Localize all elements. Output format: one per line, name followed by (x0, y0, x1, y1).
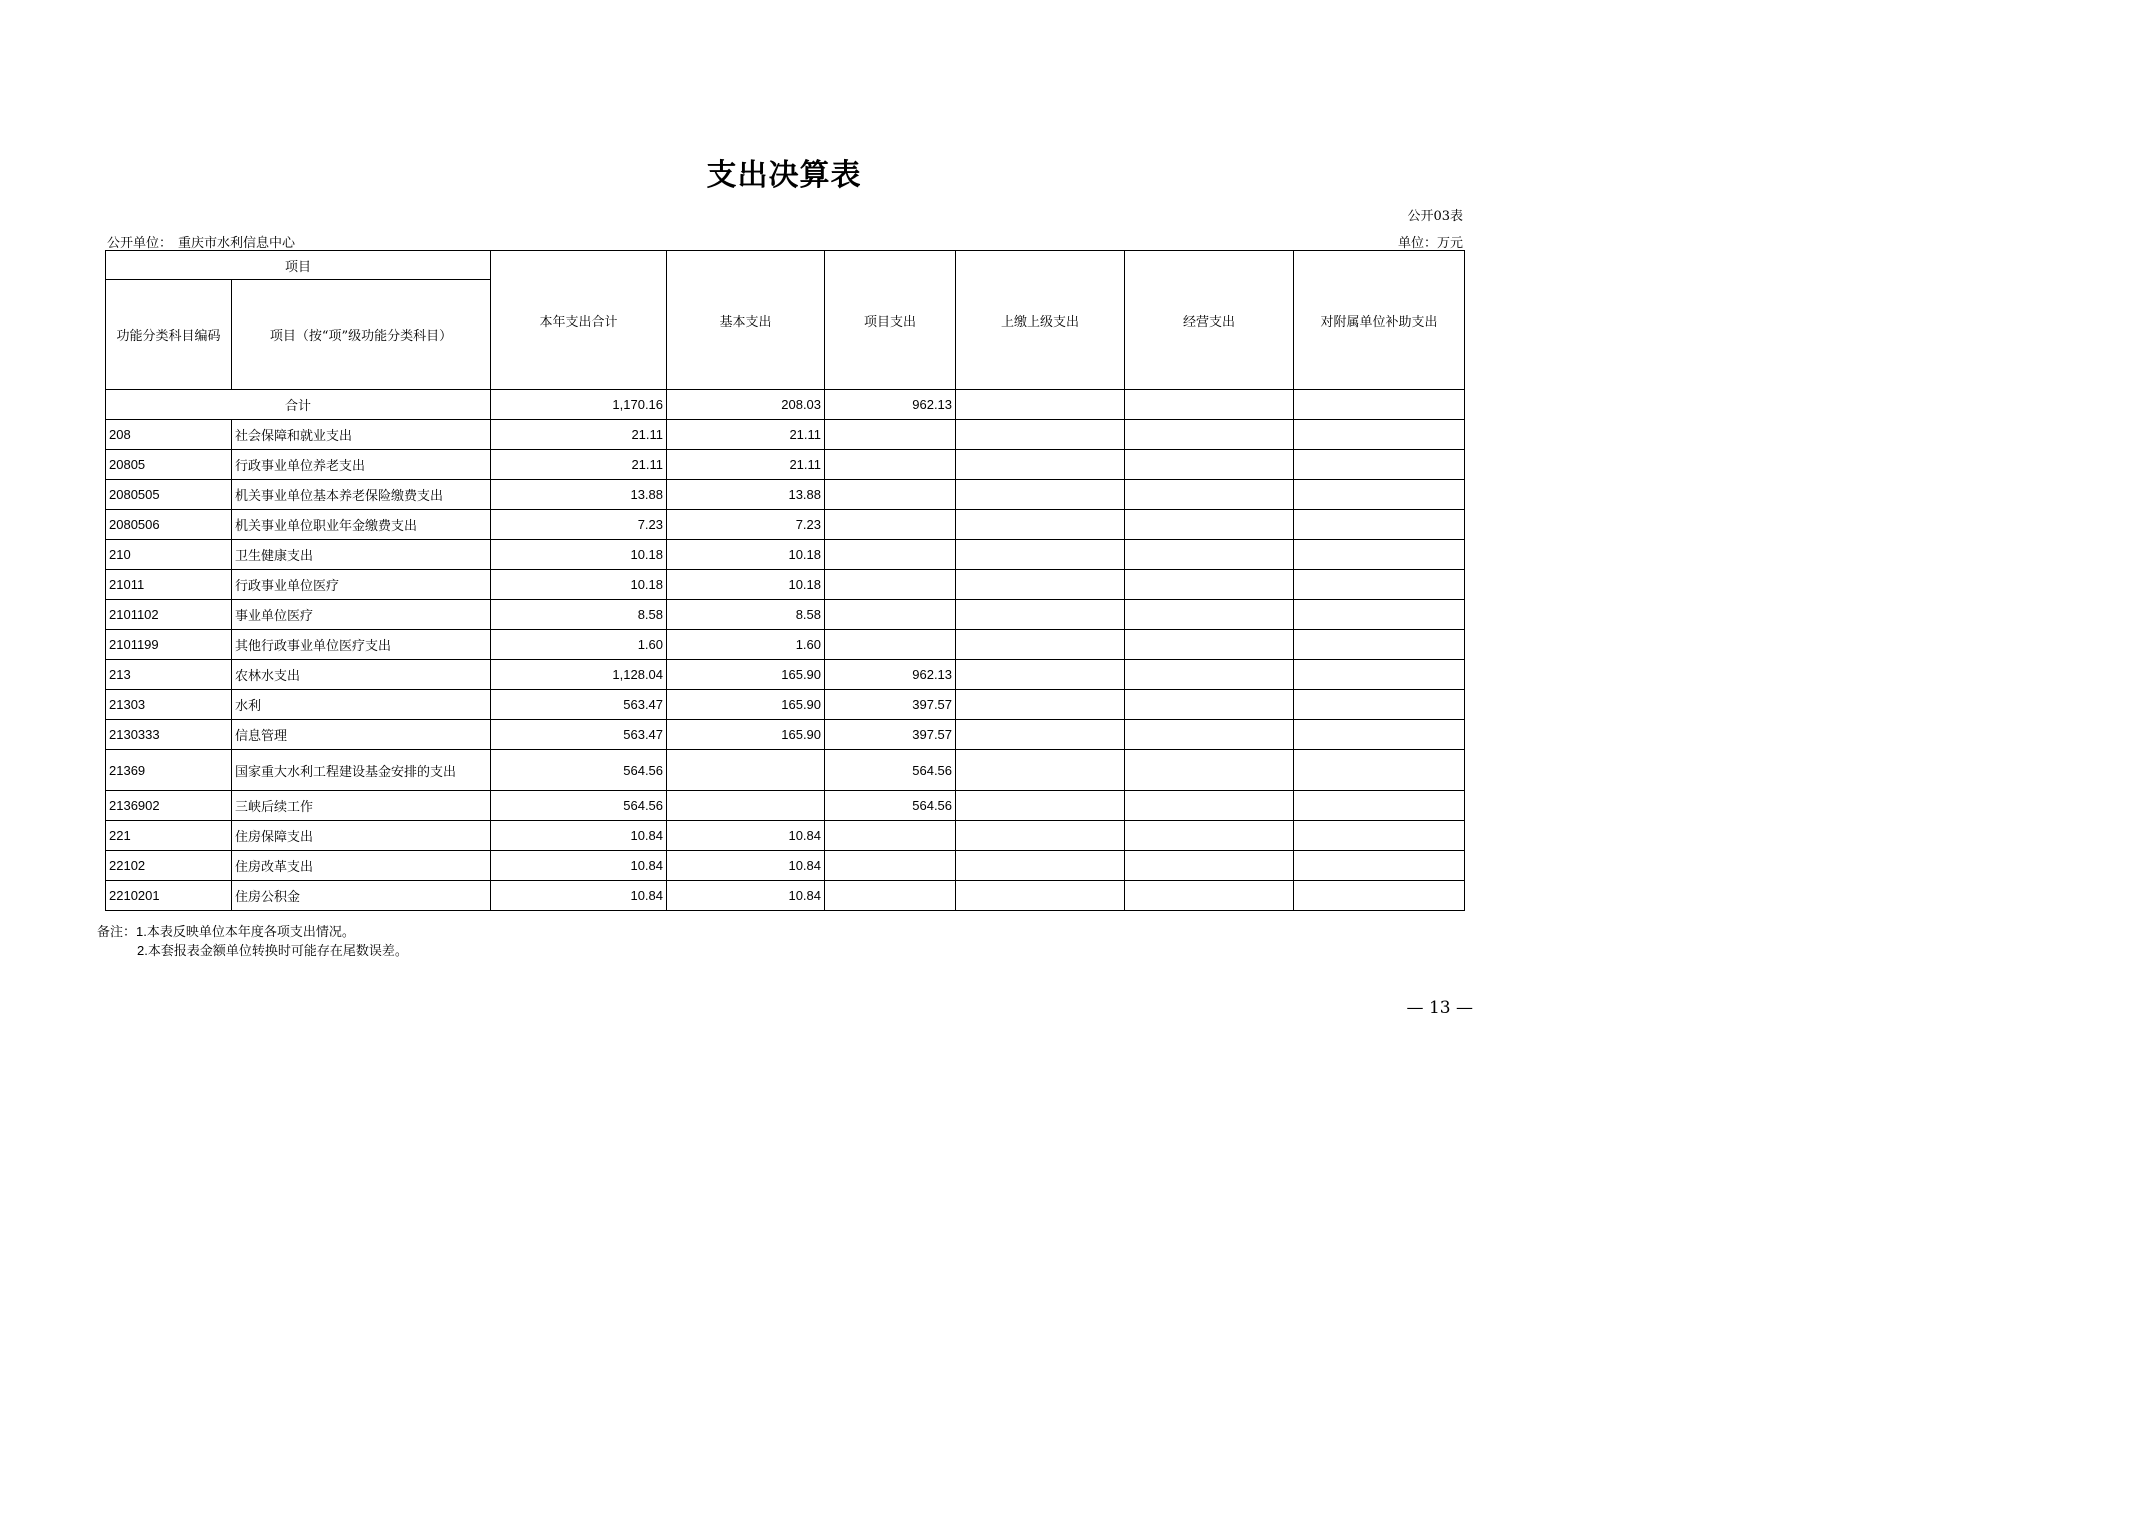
row-code: 208 (106, 420, 232, 450)
row-total: 564.56 (491, 791, 667, 821)
row-subsidiary (1294, 570, 1465, 600)
table-row (106, 600, 1465, 630)
form-number: 公开03表 (1407, 209, 1463, 224)
header-name: 项目（按“项”级功能分类科目） (232, 280, 491, 390)
row-upper (956, 480, 1125, 510)
row-subsidiary (1294, 720, 1465, 750)
row-subsidiary (1294, 540, 1465, 570)
table-header (106, 251, 1465, 390)
table-row (106, 570, 1465, 600)
header-total: 本年支出合计 (491, 251, 667, 390)
row-basic: 21.11 (667, 420, 825, 450)
row-basic: 10.84 (667, 881, 825, 911)
note-1 (97, 921, 355, 940)
row-basic: 165.90 (667, 720, 825, 750)
row-operating (1125, 821, 1294, 851)
row-subsidiary (1294, 510, 1465, 540)
table-row (106, 720, 1465, 750)
row-total: 10.18 (491, 540, 667, 570)
row-code: 221 (106, 821, 232, 851)
row-name: 水利 (232, 690, 491, 720)
row-operating (1125, 420, 1294, 450)
header-basic: 基本支出 (667, 251, 825, 390)
row-name: 事业单位医疗 (232, 600, 491, 630)
row-basic: 1.60 (667, 630, 825, 660)
row-name: 卫生健康支出 (232, 540, 491, 570)
row-total: 8.58 (491, 600, 667, 630)
row-project (825, 540, 956, 570)
table-row (106, 630, 1465, 660)
table-row (106, 420, 1465, 450)
row-total: 13.88 (491, 480, 667, 510)
row-subsidiary (1294, 750, 1465, 791)
row-name: 农林水支出 (232, 660, 491, 690)
total-row (106, 390, 1465, 420)
header-project: 项目支出 (825, 251, 956, 390)
row-project: 564.56 (825, 750, 956, 791)
row-upper (956, 821, 1125, 851)
row-subsidiary (1294, 821, 1465, 851)
row-project (825, 420, 956, 450)
row-name: 三峡后续工作 (232, 791, 491, 821)
row-total: 10.18 (491, 570, 667, 600)
header-subsidiary: 对附属单位补助支出 (1294, 251, 1465, 390)
row-basic: 8.58 (667, 600, 825, 630)
header-operating: 经营支出 (1125, 251, 1294, 390)
row-code: 22102 (106, 851, 232, 881)
row-total: 7.23 (491, 510, 667, 540)
row-name: 行政事业单位养老支出 (232, 450, 491, 480)
row-basic: 10.18 (667, 540, 825, 570)
header-code: 功能分类科目编码 (106, 280, 232, 390)
row-upper (956, 720, 1125, 750)
row-project (825, 630, 956, 660)
row-operating (1125, 480, 1294, 510)
row-subsidiary (1294, 600, 1465, 630)
row-code: 21303 (106, 690, 232, 720)
row-operating (1125, 510, 1294, 540)
row-basic (667, 791, 825, 821)
reporting-unit-name: 重庆市水利信息中心 (178, 236, 296, 251)
row-basic: 165.90 (667, 660, 825, 690)
row-subsidiary (1294, 450, 1465, 480)
row-project (825, 881, 956, 911)
note-2-number: 2. (137, 943, 148, 958)
row-upper (956, 660, 1125, 690)
row-code: 21369 (106, 750, 232, 791)
table-row (106, 510, 1465, 540)
row-upper (956, 791, 1125, 821)
note-2-text: 本套报表金额单位转换时可能存在尾数误差。 (147, 944, 408, 959)
row-subsidiary (1294, 881, 1465, 911)
row-basic: 10.18 (667, 570, 825, 600)
row-name: 住房公积金 (232, 881, 491, 911)
row-upper (956, 750, 1125, 791)
row-upper (956, 450, 1125, 480)
row-total: 1.60 (491, 630, 667, 660)
row-code: 2210201 (106, 881, 232, 911)
row-upper (956, 851, 1125, 881)
row-code: 213 (106, 660, 232, 690)
reporting-unit (107, 232, 295, 251)
table-body (106, 390, 1465, 911)
row-total: 21.11 (491, 450, 667, 480)
table-row (106, 750, 1465, 791)
row-operating (1125, 660, 1294, 690)
row-project (825, 480, 956, 510)
row-subsidiary (1294, 791, 1465, 821)
expenditure-table (105, 250, 1465, 911)
table-row (106, 791, 1465, 821)
row-name: 机关事业单位基本养老保险缴费支出 (232, 480, 491, 510)
row-code: 2080505 (106, 480, 232, 510)
row-project: 397.57 (825, 720, 956, 750)
row-subsidiary (1294, 660, 1465, 690)
total-row-upper (956, 390, 1125, 420)
row-project: 962.13 (825, 660, 956, 690)
row-total: 21.11 (491, 420, 667, 450)
table-row (106, 660, 1465, 690)
total-row-total: 1,170.16 (491, 390, 667, 420)
row-subsidiary (1294, 480, 1465, 510)
header-upper: 上缴上级支出 (956, 251, 1125, 390)
row-project (825, 450, 956, 480)
row-upper (956, 600, 1125, 630)
row-name: 社会保障和就业支出 (232, 420, 491, 450)
row-upper (956, 540, 1125, 570)
row-total: 563.47 (491, 720, 667, 750)
row-total: 10.84 (491, 881, 667, 911)
total-row-label: 合计 (106, 390, 491, 420)
header-project-group: 项目 (106, 251, 491, 280)
row-subsidiary (1294, 851, 1465, 881)
row-code: 2136902 (106, 791, 232, 821)
row-operating (1125, 851, 1294, 881)
row-project (825, 570, 956, 600)
note-1-number: 1. (136, 924, 147, 939)
row-total: 1,128.04 (491, 660, 667, 690)
row-name: 行政事业单位医疗 (232, 570, 491, 600)
row-name: 住房保障支出 (232, 821, 491, 851)
row-basic: 7.23 (667, 510, 825, 540)
row-name: 国家重大水利工程建设基金安排的支出 (232, 750, 491, 791)
row-operating (1125, 630, 1294, 660)
table-row (106, 450, 1465, 480)
row-operating (1125, 450, 1294, 480)
total-row-project: 962.13 (825, 390, 956, 420)
row-operating (1125, 600, 1294, 630)
row-basic: 21.11 (667, 450, 825, 480)
row-project (825, 600, 956, 630)
row-basic: 10.84 (667, 821, 825, 851)
row-upper (956, 690, 1125, 720)
row-code: 2101199 (106, 630, 232, 660)
row-upper (956, 420, 1125, 450)
table-row (106, 881, 1465, 911)
row-basic: 165.90 (667, 690, 825, 720)
total-row-operating (1125, 390, 1294, 420)
row-upper (956, 570, 1125, 600)
row-operating (1125, 690, 1294, 720)
row-operating (1125, 570, 1294, 600)
row-name: 其他行政事业单位医疗支出 (232, 630, 491, 660)
row-name: 信息管理 (232, 720, 491, 750)
row-code: 2130333 (106, 720, 232, 750)
reporting-unit-label: 公开单位： (107, 236, 173, 251)
row-upper (956, 630, 1125, 660)
row-project: 397.57 (825, 690, 956, 720)
row-operating (1125, 720, 1294, 750)
table-row (106, 821, 1465, 851)
row-basic: 10.84 (667, 851, 825, 881)
row-code: 21011 (106, 570, 232, 600)
row-operating (1125, 540, 1294, 570)
table-row (106, 480, 1465, 510)
row-project (825, 510, 956, 540)
row-subsidiary (1294, 420, 1465, 450)
row-total: 10.84 (491, 821, 667, 851)
row-total: 10.84 (491, 851, 667, 881)
row-operating (1125, 881, 1294, 911)
row-project: 564.56 (825, 791, 956, 821)
row-total: 564.56 (491, 750, 667, 791)
row-upper (956, 881, 1125, 911)
table-row (106, 690, 1465, 720)
row-code: 210 (106, 540, 232, 570)
currency-unit: 单位：万元 (1397, 236, 1463, 251)
note-1-text: 本表反映单位本年度各项支出情况。 (146, 925, 355, 940)
total-row-subsidiary (1294, 390, 1465, 420)
row-name: 住房改革支出 (232, 851, 491, 881)
page-title: 支出决算表 (706, 158, 862, 193)
row-code: 20805 (106, 450, 232, 480)
row-total: 563.47 (491, 690, 667, 720)
page-number: — 13 — (1406, 998, 1473, 1018)
row-code: 2101102 (106, 600, 232, 630)
row-name: 机关事业单位职业年金缴费支出 (232, 510, 491, 540)
row-basic: 13.88 (667, 480, 825, 510)
row-operating (1125, 750, 1294, 791)
row-subsidiary (1294, 630, 1465, 660)
total-row-basic: 208.03 (667, 390, 825, 420)
row-operating (1125, 791, 1294, 821)
note-2 (137, 940, 408, 959)
table-row (106, 851, 1465, 881)
table-row (106, 540, 1465, 570)
row-upper (956, 510, 1125, 540)
row-code: 2080506 (106, 510, 232, 540)
row-subsidiary (1294, 690, 1465, 720)
row-project (825, 851, 956, 881)
row-project (825, 821, 956, 851)
row-basic (667, 750, 825, 791)
note-prefix: 备注： (97, 925, 137, 940)
